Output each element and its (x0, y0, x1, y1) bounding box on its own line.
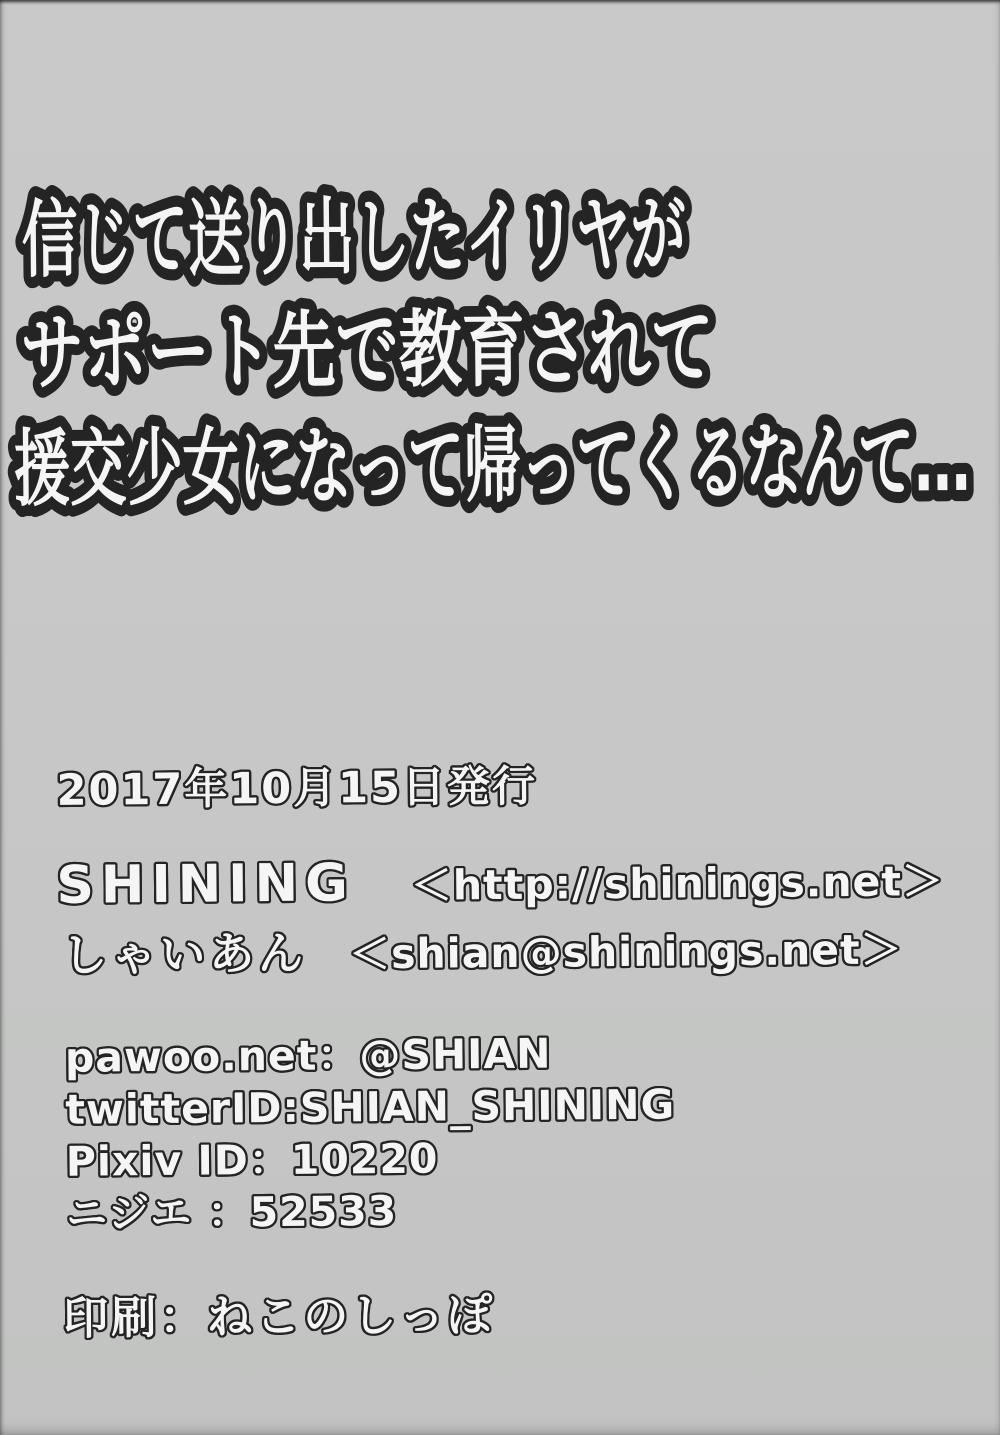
author-row (62, 911, 903, 983)
headline-line-1: 信じて送り出したイリヤが (21, 185, 687, 290)
pawoo-account: pawoo.net：@SHIAN (64, 1029, 552, 1082)
circle-name: SHINING (56, 853, 356, 916)
author-email: ＜shian@shinings.net＞ (348, 925, 903, 979)
pixiv-id: Pixiv ID：10220 (65, 1134, 439, 1186)
headline-line-3: 援交少女になって帰ってくるなんて… (13, 412, 971, 519)
twitter-id: twitterID:SHIAN_SHINING (65, 1080, 676, 1134)
circle-row (56, 848, 944, 916)
publication-date: 2017年10月15日発行 (56, 761, 538, 816)
headline-group (11, 183, 970, 518)
author-name: しゃいあん (61, 926, 308, 982)
headline-line-2: サポート先で教育されて (20, 298, 715, 403)
printer-credit: 印刷：ねこのしっぽ (62, 1288, 496, 1345)
nijie-id: ニジエ ：52533 (66, 1186, 398, 1238)
headline (0, 146, 999, 585)
circle-url: ＜http://shinings.net＞ (410, 857, 945, 910)
sns-contacts (65, 1026, 677, 1239)
